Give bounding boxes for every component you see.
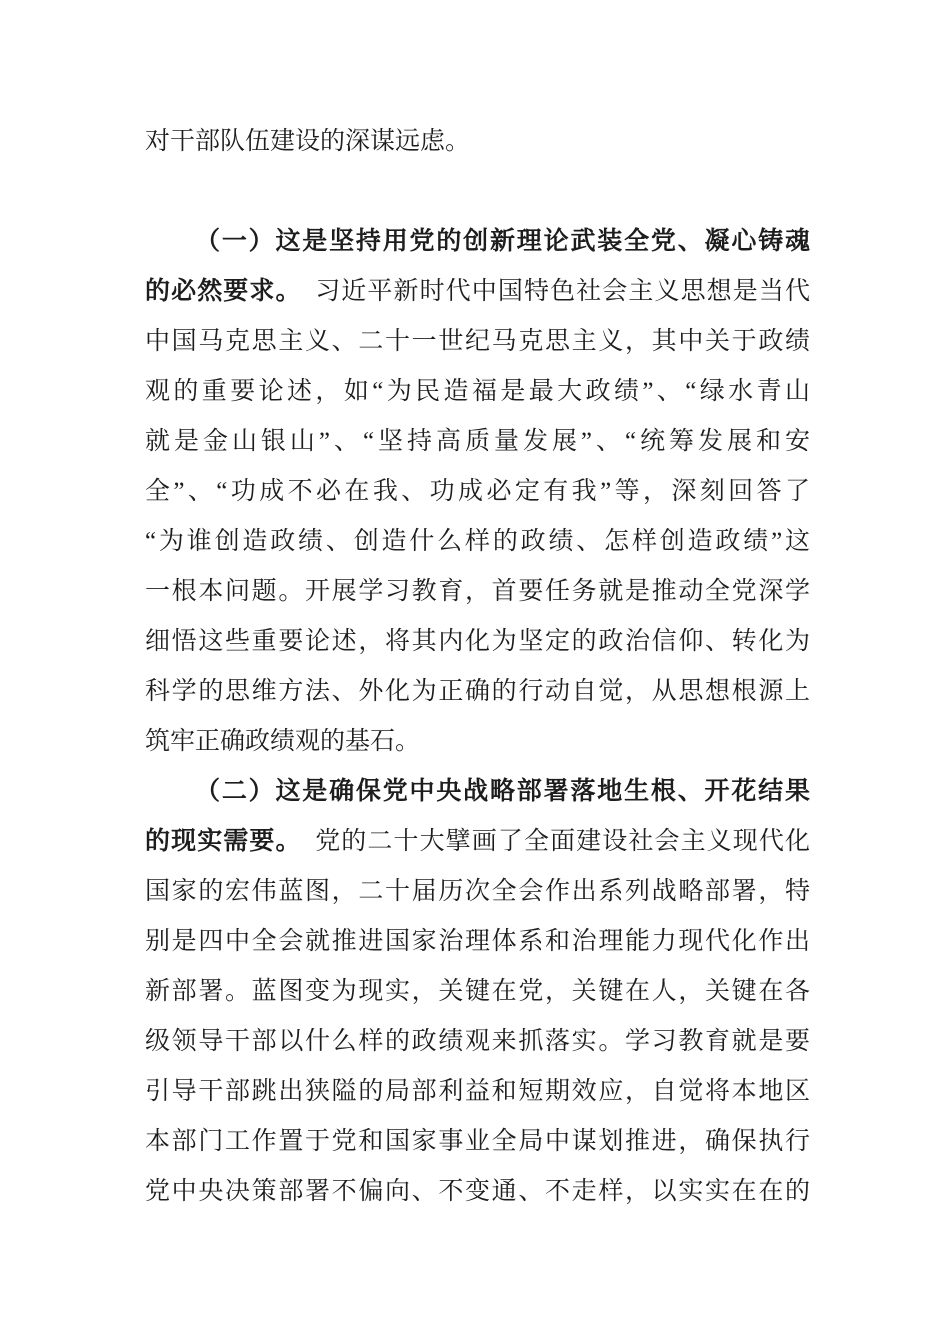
body-text: 一根本问题。开展学习教育，首要任务就是推动全党深学 bbox=[145, 578, 810, 605]
body-text: 本部门工作置于党和国家事业全局中谋划推进，确保执行 bbox=[145, 1128, 810, 1155]
emphasis-text: （一）这是坚持用党的创新理论武装全党、凝心铸魂 bbox=[195, 228, 810, 255]
text-line bbox=[145, 117, 810, 167]
text-line bbox=[145, 367, 810, 417]
body-text: “为谁创造政绩、创造什么样的政绩、怎样创造政绩”这 bbox=[145, 528, 810, 555]
body-text: 级领导干部以什么样的政绩观来抓落实。学习教育就是要 bbox=[145, 1028, 810, 1055]
text-line bbox=[145, 1067, 810, 1117]
emphasis-text: 的必然要求。 bbox=[145, 278, 290, 305]
body-text: 细悟这些重要论述，将其内化为坚定的政治信仰、转化为 bbox=[145, 628, 810, 655]
body-text: 观的重要论述，如“为民造福是最大政绩”、“绿水青山 bbox=[145, 378, 810, 405]
blank-line bbox=[145, 167, 810, 217]
text-line bbox=[145, 967, 810, 1017]
body-text: 国家的宏伟蓝图，二十届历次全会作出系列战略部署，特 bbox=[145, 878, 810, 905]
text-line bbox=[145, 1017, 810, 1067]
body-text: 对干部队伍建设的深谋远虑。 bbox=[145, 128, 471, 155]
body-text: 党中央决策部署不偏向、不变通、不走样，以实实在在的 bbox=[145, 1178, 810, 1205]
text-line bbox=[145, 917, 810, 967]
body-text: 科学的思维方法、外化为正确的行动自觉，从思想根源上 bbox=[145, 678, 810, 705]
text-line bbox=[145, 467, 810, 517]
text-line bbox=[145, 1167, 810, 1217]
text-line bbox=[145, 767, 810, 817]
emphasis-text: （二）这是确保党中央战略部署落地生根、开花结果 bbox=[195, 778, 810, 805]
body-text: 就是金山银山”、“坚持高质量发展”、“统筹发展和安 bbox=[145, 428, 810, 455]
document-body bbox=[145, 117, 810, 1217]
text-line bbox=[145, 717, 810, 767]
body-text: 中国马克思主义、二十一世纪马克思主义，其中关于政绩 bbox=[145, 328, 810, 355]
body-text: 全”、“功成不必在我、功成必定有我”等，深刻回答了 bbox=[145, 478, 810, 505]
body-text: 新部署。蓝图变为现实，关键在党，关键在人，关键在各 bbox=[145, 978, 810, 1005]
body-text: 习近平新时代中国特色社会主义思想是当代 bbox=[289, 278, 810, 305]
text-line bbox=[145, 317, 810, 367]
text-line bbox=[145, 417, 810, 467]
text-line bbox=[145, 517, 810, 567]
text-line bbox=[145, 867, 810, 917]
text-line bbox=[145, 817, 810, 867]
text-line bbox=[145, 667, 810, 717]
body-text: 引导干部跳出狭隘的局部利益和短期效应，自觉将本地区 bbox=[145, 1078, 810, 1105]
text-line bbox=[145, 567, 810, 617]
text-line bbox=[145, 217, 810, 267]
text-line bbox=[145, 617, 810, 667]
body-text: 筑牢正确政绩观的基石。 bbox=[145, 728, 421, 755]
emphasis-text: 的现实需要。 bbox=[145, 828, 290, 855]
body-text: 党的二十大擘画了全面建设社会主义现代化 bbox=[289, 828, 810, 855]
text-line bbox=[145, 1117, 810, 1167]
body-text: 别是四中全会就推进国家治理体系和治理能力现代化作出 bbox=[145, 928, 810, 955]
text-line bbox=[145, 267, 810, 317]
